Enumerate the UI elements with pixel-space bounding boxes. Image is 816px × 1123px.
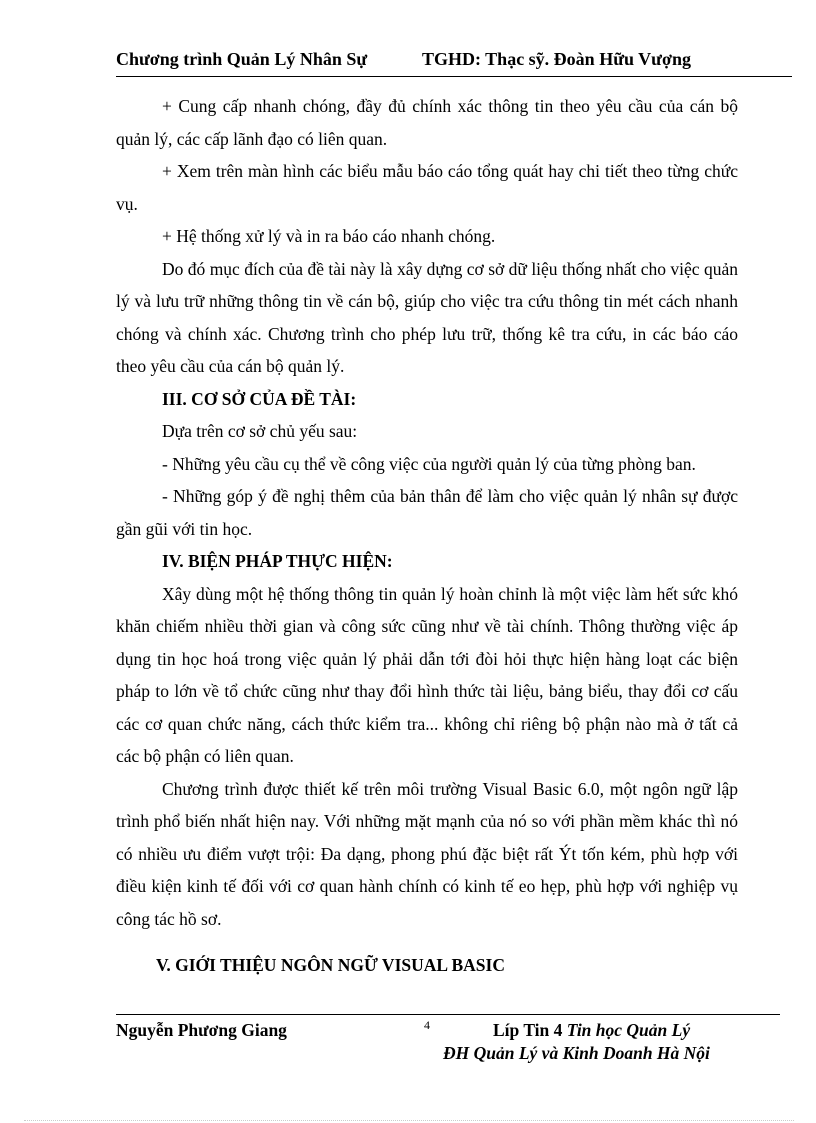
section-heading-vb-intro: V. GIỚI THIỆU NGÔN NGỮ VISUAL BASIC bbox=[156, 955, 505, 975]
section-heading-measures: IV. BIỆN PHÁP THỰC HIỆN: bbox=[162, 551, 393, 571]
section-spacer bbox=[116, 935, 738, 951]
page-edge bbox=[24, 1120, 794, 1121]
paragraph-purpose: Do đó mục đích của đề tài này là xây dựng cơ sở dữ liệu thống nhất cho việc quản lý và lưu trữ những thông tin về cán bộ, giúp cho việc tra cứu thông tin mét cách nhanh chóng và chính xác. Chương trình cho phép lưu trữ, thống kê tra cứu, in các báo cáo theo yêu cầu của cán bộ quản lý. bbox=[116, 258, 738, 376]
list-item-suggestions: - Những góp ý đề nghị thêm của bản thân để làm cho việc quản lý nhân sự được gần gũi với tin học. bbox=[116, 486, 738, 539]
page-header bbox=[116, 47, 796, 73]
footer-school: ĐH Quản Lý và Kinh Doanh Hà Nội bbox=[443, 1043, 710, 1063]
list-item-requirements: - Những yêu cầu cụ thể về công việc của người quản lý của từng phòng ban. bbox=[162, 453, 696, 474]
paragraph-report-print: + Hệ thống xử lý và in ra báo cáo nhanh chóng. bbox=[162, 226, 496, 246]
header-program-title: Chương trình Quản Lý Nhân Sự bbox=[116, 49, 368, 69]
footer-course: Tin học Quản Lý bbox=[566, 1020, 691, 1040]
paragraph-basis-intro: Dựa trên cơ sở chủ yếu sau: bbox=[162, 421, 358, 441]
document-body bbox=[116, 90, 738, 979]
page-number: 4 bbox=[424, 1018, 430, 1032]
paragraph-report-view: + Xem trên màn hình các biểu mẫu báo cáo tổng quát hay chi tiết theo từng chức vụ. bbox=[116, 161, 738, 214]
footer-divider bbox=[116, 1014, 780, 1015]
paragraph-visual-basic: Chương trình được thiết kế trên môi trường Visual Basic 6.0, một ngôn ngữ lập trình phổ biến nhất hiện nay. Với những mặt mạnh của nó so với phần mềm khác thì nó có nhiều ưu điểm vượt trội: Đa dạng, phong phú đặc biệt rất Ýt tốn kém, phù hợp với điều kiện kinh tế đối với cơ quan hành chính có kinh tế eo hẹp, phù hợp với nghiệp vụ công tác hồ sơ. bbox=[116, 778, 738, 929]
paragraph-measures: Xây dùng một hệ thống thông tin quản lý hoàn chỉnh là một việc làm hết sức khó khăn chiếm nhiều thời gian và công sức cũng như về tài chính. Thông thường việc áp dụng tin học hoá trong việc quản lý phải dẫn tới đòi hỏi thực hiện hàng loạt các biện pháp to lớn về tổ chức cũng như thay đổi hình thức tài liệu, bảng biểu, thay đổi cơ cấu các cơ quan chức năng, cách thức kiểm tra... không chỉ riêng bộ phận nào mà ở tất cả các bộ phận có liên quan. bbox=[116, 583, 738, 766]
footer-class bbox=[493, 1020, 690, 1041]
header-divider bbox=[116, 76, 792, 77]
header-supervisor: TGHD: Thạc sỹ. Đoàn Hữu Vượng bbox=[422, 49, 691, 69]
section-heading-basis: III. CƠ SỞ CỦA ĐỀ TÀI: bbox=[162, 388, 357, 409]
paragraph-info-provision: + Cung cấp nhanh chóng, đầy đủ chính xác thông tin theo yêu cầu của cán bộ quản lý, các cấp lãnh đạo có liên quan. bbox=[116, 96, 738, 149]
footer-author: Nguyễn Phương Giang bbox=[116, 1020, 287, 1040]
footer-class-label: Líp Tin 4 bbox=[493, 1020, 563, 1040]
